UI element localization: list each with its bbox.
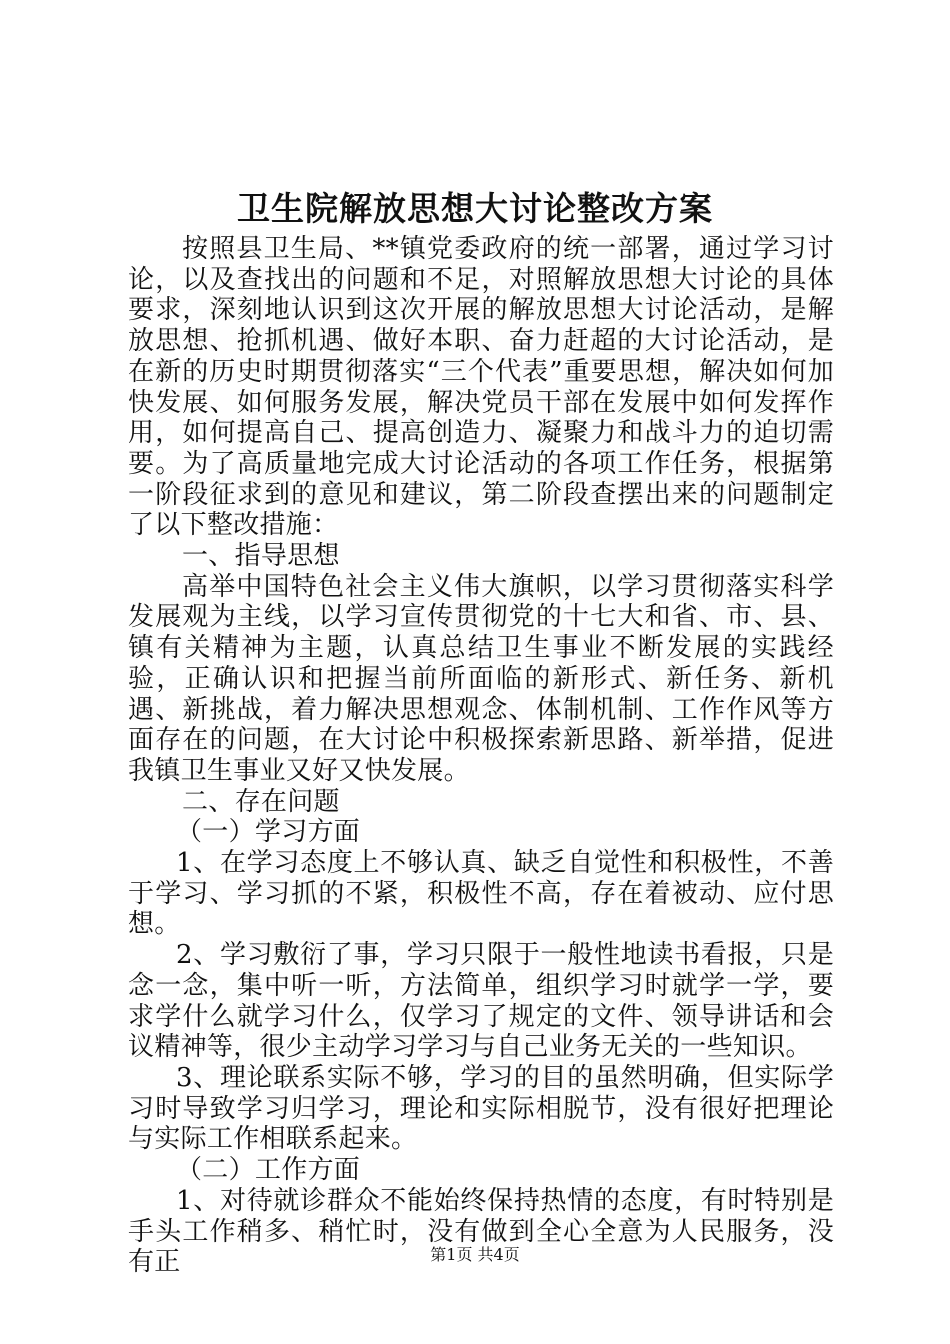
study-item-1: 1、在学习态度上不够认真、缺乏自觉性和积极性，不善于学习、学习抓的不紧，积极性不高，存在着被动、应付思想。	[128, 848, 834, 940]
section-heading-existing-problems: 二、存在问题	[182, 786, 340, 817]
document-body	[128, 234, 834, 1278]
subsection-heading-work: （二）工作方面	[176, 1155, 361, 1186]
page-footer: 第1页 共4页	[430, 1245, 520, 1264]
document-title: 卫生院解放思想大讨论整改方案	[237, 189, 713, 228]
study-item-2: 2、学习敷衍了事，学习只限于一般性地读书看报，只是念一念，集中听一听，方法简单，组织学习时就学一学，要求学什么就学习什么，仅学习了规定的文件、领导讲话和会议精神等，很少主动学习学习与自己业务无关的一些知识。	[128, 940, 834, 1063]
work-item-1: 1、对待就诊群众不能始终保持热情的态度，有时特别是手头工作稍多、稍忙时，没有做到全心全意为人民服务，没有正	[128, 1185, 834, 1278]
guiding-ideology-paragraph: 高举中国特色社会主义伟大旗帜，以学习贯彻落实科学发展观为主线，以学习宣传贯彻党的十七大和省、市、县、镇有关精神为主题，认真总结卫生事业不断发展的实践经验，正确认识和把握当前所面临的新形式、新任务、新机遇、新挑战，着力解决思想观念、体制机制、工作作风等方面存在的问题，在大讨论中积极探索新思路、新举措，促进我镇卫生事业又好又快发展。	[128, 571, 834, 786]
intro-paragraph: 按照县卫生局、**镇党委政府的统一部署，通过学习讨论，以及查找出的问题和不足，对照解放思想大讨论的具体要求，深刻地认识到这次开展的解放思想大讨论活动，是解放思想、抢抓机遇、做好本职、奋力赶超的大讨论活动，是在新的历史时期贯彻落实“三个代表”重要思想，解决如何加快发展、如何服务发展，解决党员干部在发展中如何发挥作用，如何提高自己、提高创造力、凝聚力和战斗力的迫切需要。为了高质量地完成大讨论活动的各项工作任务，根据第一阶段征求到的意见和建议，第二阶段查摆出来的问题制定了以下整改措施：	[128, 234, 834, 541]
study-item-3: 3、理论联系实际不够，学习的目的虽然明确，但实际学习时导致学习归学习，理论和实际相脱节，没有很好把理论与实际工作相联系起来。	[128, 1062, 834, 1155]
section-heading-guiding-ideology: 一、指导思想	[182, 541, 340, 572]
subsection-heading-study: （一）学习方面	[176, 817, 361, 848]
